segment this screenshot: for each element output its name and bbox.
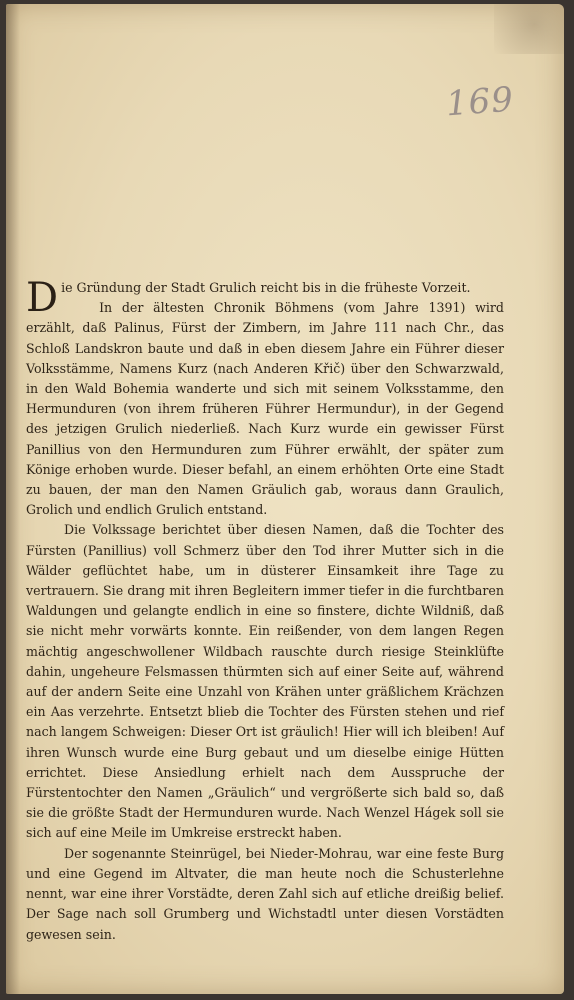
- paragraph-opening: [26, 275, 504, 321]
- page-stain: [494, 4, 564, 54]
- paragraph-steinruegel: Der sogenannte Steinrügel, bei Nieder-Mohrau, war eine feste Burg und eine Gegend im Altvater, die man heute noch die Schusterlehne nennt, war eine ihrer Vorstädte, deren Zahl sich auf etliche dreißig belief. Der Sage nach soll Grumberg und Wichstadtl unter diesen Vorstädten gewesen sein.: [26, 845, 504, 942]
- drop-cap: D: [26, 275, 59, 321]
- handwritten-folio-number: 169: [444, 79, 516, 125]
- book-page: [6, 4, 564, 994]
- paragraph-legend: Die Volkssage berichtet über diesen Namen, daß die Tochter des Fürsten (Panillius) voll Schmerz über den Tod ihrer Mutter sich in die Wälder geflüchtet habe, um in düsterer Einsamkeit ihre Tage zu vertrauern. Sie drang mit ihren Begleitern immer tiefer in die furchtbaren Waldungen und gelangte endlich in eine so finstere, dichte Wildniß, daß sie nicht mehr vorwärts konnte. Ein reißender, von dem langen Regen mächtig angeschwollener Wildbach rauschte durch riesige Steinklüfte dahin, ungeheure Felsmassen thürmten sich auf einer Seite auf, während auf der andern Seite eine Unzahl von Krähen unter gräßlichem Krächzen ein Aas verzehrte. Entsetzt blieb die Tochter des Fürsten stehen und rief nach langem Schweigen: Dieser Ort ist gräulich! Hier will ich bleiben! Auf ihren Wunsch wurde eine Burg gebaut und um dieselbe einige Hütten errichtet. Diese Ansiedlung erhielt nach dem Ausspruche der Fürstentochter den Namen „Gräulich“ und vergrößerte sich bald so, daß sie die größte Stadt der Hermunduren wurde. Nach Wenzel Hágek soll sie sich auf eine Meile im Umkreise erstreckt haben.: [26, 522, 504, 841]
- opening-text: ie Gründung der Stadt Grulich reicht bis in die früheste Vorzeit.: [61, 280, 471, 295]
- paragraph-chronicle: In der ältesten Chronik Böhmens (vom Jahre 1391) wird erzählt, daß Palinus, Fürst der Zimbern, im Jahre 111 nach Chr., das Schloß Landskron baute und daß in eben diesem Jahre ein Führer dieser Volksstämme, Namens Kurz (nach Anderen Křič) über den Schwarzwald, in den Wald Bohemia wanderte und sich mit seinem Volksstamme, den Hermunduren (von ihrem früheren Führer Hermundur), in der Gegend des jetzigen Grulich niederließ. Nach Kurz wurde ein gewisser Fürst Panillius von den Hermunduren zum Führer erwählt, der später zum Könige erhoben wurde. Dieser befahl, an einem erhöhten Orte eine Stadt zu bauen, der man den Namen Gräulich gab, woraus dann Graulich, Grolich und endlich Grulich entstand.: [26, 300, 504, 518]
- binding-shadow: [6, 4, 20, 994]
- main-text: [26, 275, 504, 945]
